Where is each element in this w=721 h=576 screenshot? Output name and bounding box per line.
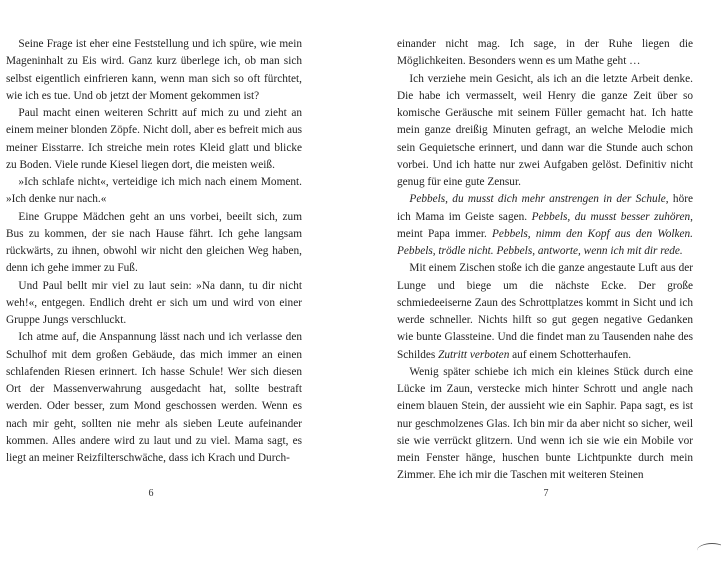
- paragraph: [6, 174, 302, 209]
- text-segment: , meint Papa immer.: [397, 210, 693, 240]
- paragraph: [397, 260, 693, 364]
- italic-text: Zutritt verboten: [438, 348, 510, 361]
- paragraph: [6, 278, 302, 330]
- paragraph: [397, 364, 693, 485]
- paragraph: [6, 36, 302, 105]
- text-segment: Und Paul bellt mir viel zu laut sein: »Na dann, tu dir nicht weh!«, entgegen. Endlich dreht er sich um und wird von einer Gruppe Jungs verschluckt.: [6, 279, 302, 326]
- text-segment: , höre ich Mama im Geiste sagen.: [397, 193, 693, 223]
- text-segment: auf einem Schotterhaufen.: [509, 348, 632, 361]
- left-page-body: [6, 36, 302, 467]
- text-segment: einander nicht mag. Ich sage, in der Ruhe liegen die Möglichkeiten. Besonders wenn es um Mathe geht …: [397, 38, 693, 68]
- left-page-number: 6: [148, 488, 154, 499]
- right-page-number: 7: [543, 488, 549, 499]
- italic-text: Pebbels, du musst dich mehr anstrengen in der Schule: [409, 193, 666, 206]
- paragraph: [397, 191, 693, 260]
- text-segment: Ich atme auf, die Anspannung lässt nach und ich verlasse den Schulhof mit dem großen Gebäude, das mich immer an einen schlafenden Riesen erinnert. Ich hasse Schule! Wer sich diesen Ort der Massenverwahrung ausgedacht hat, sollte bestraft werden. Oder besser, zum Mond geschossen werden. Wenn es nach mir geht, sollten nie mehr als sieben Leute aufeinander kommen. Alles andere wird zu laut und zu viel. Mama sagt, es liegt an meiner Reizfilterschwäche, dass ich Krach und Durch-: [6, 331, 302, 464]
- text-segment: Mit einem Zischen stoße ich die ganze angestaute Luft aus der Lunge und biege um die nächste Ecke. Der große schmiedeeiserne Zaun des Schrottplatzes kommt in Sicht und ich werde schneller. Nichts hilft so gut gegen negative Gedanken wie bunte Glassteine. Und die findet man zu Tausenden nahe des Schildes: [397, 262, 693, 361]
- text-segment: Seine Frage ist eher eine Feststellung und ich spüre, wie mein Mageninhalt zu Eis wird. Ganz kurz überlege ich, ob man sich selbst eigentlich einfrieren kann, wenn man sich so oft fürchtet, wie ich es tue. Und ob jetzt der Moment gekommen ist?: [6, 38, 302, 102]
- page-curl-icon: [697, 543, 721, 558]
- paragraph: [6, 329, 302, 467]
- text-segment: »Ich schlafe nicht«, verteidige ich mich nach einem Moment. »Ich denke nur nach.«: [6, 176, 302, 206]
- right-page-body: [397, 36, 693, 485]
- text-segment: Ich verziehe mein Gesicht, als ich an die letzte Arbeit denke. Die habe ich vermasselt, weil Henry die ganze Zeit über so komische Geräusche mit seinem Füller gemacht hat. Ich hatte mein ganze dreißig Minuten gefragt, an welche Melodie mich sein Gequietsche erinnert, und dann war die Stunde auch schon vorbei. Und ich hatte nur zwei Aufgaben gelöst. Definitiv nicht genug für eine gute Zensur.: [397, 72, 693, 188]
- italic-text: Pebbels, du musst besser zuhören: [531, 210, 691, 223]
- paragraph: [397, 71, 693, 192]
- paragraph: [397, 36, 693, 71]
- text-segment: Wenig später schiebe ich mich ein kleines Stück durch eine Lücke im Zaun, verstecke mich hinter Schrott und angle nach einem blauen Stein, der aussieht wie ein Saphir. Papa sagt, es ist nur geschmolzenes Glas. Ich bin mir da aber nicht so sicher, weil sie wie verrückt glitzern. Und wenn ich sie wie ein Mobile vor mein Fenster hänge, huschen bunte Lichtpunkte durch mein Zimmer. Ehe ich mir die Taschen mit weiteren Steinen: [397, 365, 693, 482]
- paragraph: [6, 105, 302, 174]
- paragraph: [6, 209, 302, 278]
- italic-text: Pebbels, nimm den Kopf aus den Wolken. Pebbels, trödle nicht. Pebbels, antworte, wenn ich mit dir rede.: [397, 227, 693, 257]
- text-segment: Eine Gruppe Mädchen geht an uns vorbei, beeilt sich, zum Bus zu kommen, der sie nach Hause fährt. Ich gehe langsam rückwärts, zu ihnen, obwohl wir nicht den gleichen Weg haben, denn ich gehe immer zu Fuß.: [6, 210, 302, 275]
- text-segment: Paul macht einen weiteren Schritt auf mich zu und zieht an einem meiner blonden Zöpfe. Nicht doll, aber es befreit mich aus meiner Eisstarre. Ich streiche mein rotes Kleid glatt und blicke zu Boden. Viele runde Kiesel liegen dort, die meisten weiß.: [6, 107, 302, 171]
